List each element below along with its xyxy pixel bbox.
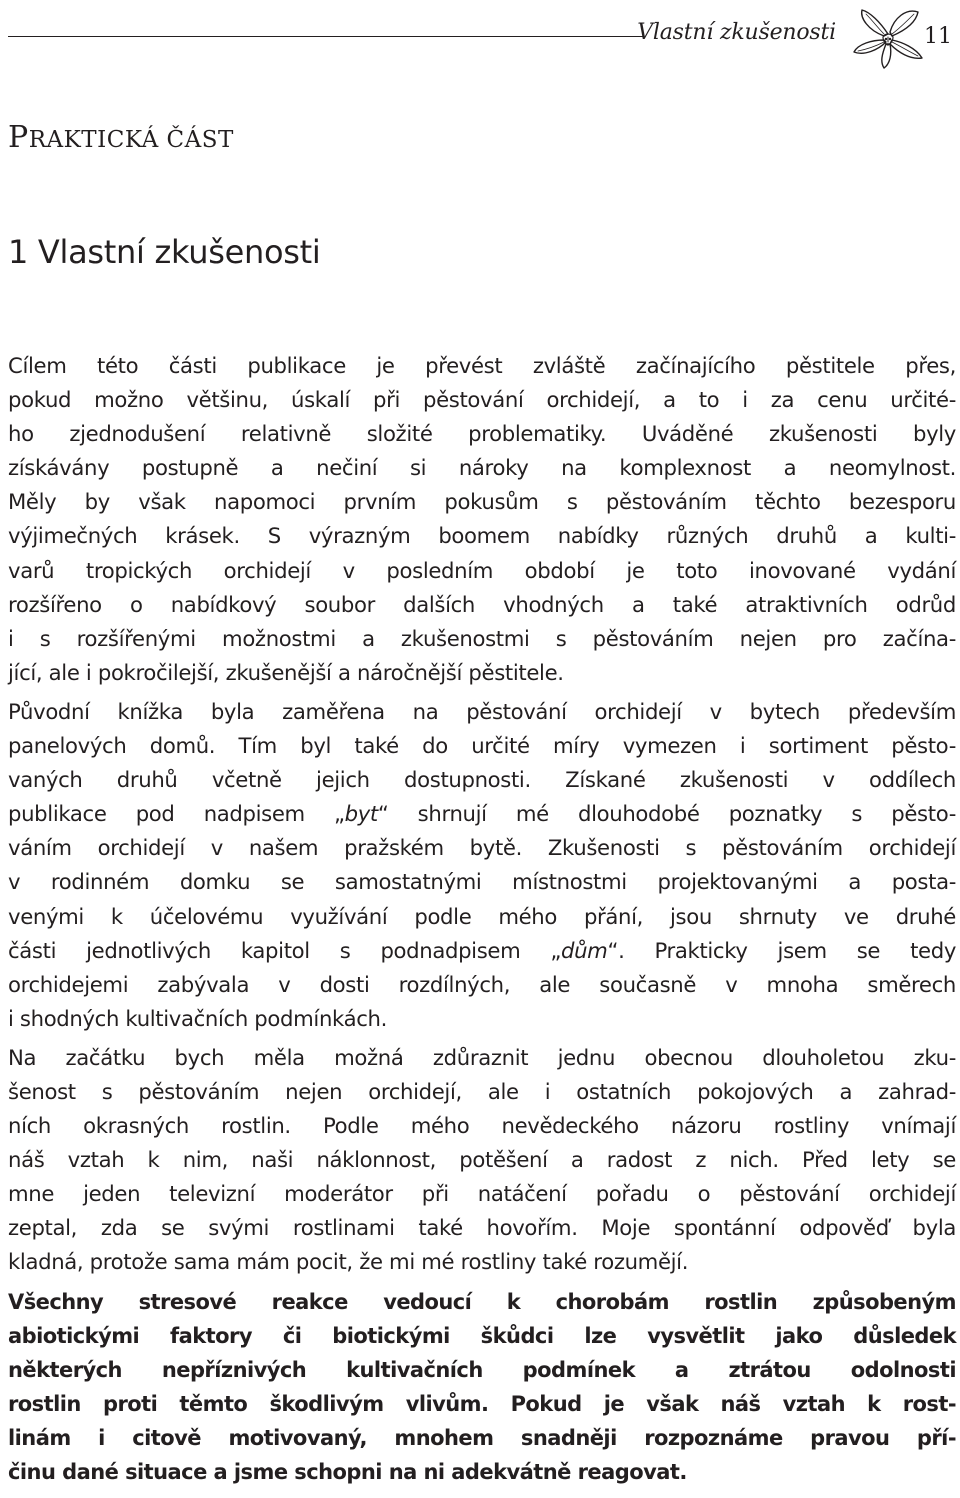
text-line: linám i citově motivovaný, mnohem snadněji rozpoznáme pravou pří- — [8, 1425, 956, 1450]
text-line: šenost s pěstováním nejen orchidejí, ale i ostatních pokojových a zahrad- — [8, 1078, 956, 1104]
chapter-title: 1 Vlastní zkušenosti — [8, 233, 321, 271]
text-line: některých nepříznivých kultivačních podmínek a ztrátou odolnosti — [8, 1357, 956, 1382]
paragraph — [8, 1041, 956, 1280]
text-line: kladná, protože sama mám pocit, že mi mé rostliny také rozumějí. — [8, 1249, 689, 1275]
text-line: pokud možno většinu, úskalí při pěstování orchidejí, a to i za cenu určité- — [8, 387, 956, 413]
text-line: zeptal, zda se svými rostlinami také hovořím. Moje spontánní odpověď byla — [8, 1215, 956, 1241]
orchid-flower-icon — [850, 4, 926, 72]
text-line: varů tropických orchidejí v posledním období je toto inovované vydání — [8, 557, 956, 583]
paragraph — [8, 1285, 956, 1490]
part-title-rest: RAKTICKÁ ČÁST — [28, 127, 234, 153]
text-line: výjimečných krásek. S výrazným boomem nabídky různých druhů a kulti- — [8, 523, 956, 549]
text-line: Měly by však napomoci prvním pokusům s pěstováním těchto bezesporu — [8, 489, 956, 515]
part-title — [8, 118, 234, 160]
paragraph — [8, 695, 956, 1036]
text-line: činu dané situace a jsme schopni na ni adekvátně reagovat. — [8, 1460, 687, 1484]
text-line: váním orchidejí v našem pražském bytě. Zkušenosti s pěstováním orchidejí — [8, 835, 956, 861]
text-line: ho zjednodušení relativně složité problematiky. Uváděné zkušenosti byly — [8, 421, 956, 447]
text-line: panelových domů. Tím byl také do určité míry vymezen i sortiment pěsto- — [8, 733, 956, 759]
text-line: získávány postupně a nečiní si nároky na komplexnost a neomylnost. — [8, 455, 956, 481]
text-line: ních okrasných rostlin. Podle mého nevědeckého názoru rostliny vnímají — [8, 1113, 956, 1139]
text-line: náš vztah k nim, naši náklonnost, potěšení a radost z nich. Před lety se — [8, 1147, 956, 1173]
body-text — [8, 349, 956, 1494]
italic-term: byt — [344, 801, 378, 827]
running-header — [0, 0, 960, 80]
text-line: Původní knížka byla zaměřena na pěstování orchidejí v bytech především — [8, 698, 956, 724]
text-line: rostlin proti těmto škodlivým vlivům. Pokud je však náš vztah k rost- — [8, 1391, 956, 1416]
text-line: vaných druhů včetně jejich dostupnosti. Získané zkušenosti v oddílech — [8, 767, 956, 793]
running-title: Vlastní zkušenosti — [637, 20, 836, 45]
text-line — [8, 797, 956, 831]
text-line: Cílem této části publikace je převést zvláště začínajícího pěstitele přes, — [8, 353, 956, 378]
text-run: “. Prakticky jsem se tedy — [607, 937, 957, 963]
text-run: části jednotlivých kapitol s podnadpisem „ — [8, 937, 561, 963]
text-line: mne jeden televizní moderátor při natáčení pořadu o pěstování orchidejí — [8, 1181, 956, 1207]
text-line: v rodinném domku se samostatnými místnostmi projektovanými a posta- — [8, 869, 956, 895]
header-rule — [8, 36, 644, 37]
text-line: venými k účelovému využívání podle mého přání, jsou shrnuty ve druhé — [8, 903, 956, 929]
text-line: i shodných kultivačních podmínkách. — [8, 1005, 387, 1031]
page-number: 11 — [924, 24, 952, 49]
paragraph — [8, 349, 956, 690]
text-line — [8, 934, 956, 968]
text-run: publikace pod nadpisem „ — [8, 801, 345, 827]
italic-term: dům — [560, 937, 608, 963]
text-run: “ shrnují mé dlouhodobé poznatky s pěsto- — [377, 801, 957, 827]
text-line: i s rozšířenými možnostmi a zkušenostmi s pěstováním nejen pro začína- — [8, 625, 956, 651]
part-title-initial: P — [8, 120, 29, 155]
text-line: jící, ale i pokročilejší, zkušenější a náročnější pěstitele. — [8, 659, 564, 685]
text-line: Na začátku bych měla možná zdůraznit jednu obecnou dlouholetou zku- — [8, 1044, 956, 1070]
text-line: orchidejemi zabývala v dosti rozdílných, ale současně v mnoha směrech — [8, 971, 956, 997]
text-line: abiotickými faktory či biotickými škůdci lze vysvětlit jako důsledek — [8, 1323, 956, 1348]
text-line: Všechny stresové reakce vedoucí k chorobám rostlin způsobeným — [8, 1289, 956, 1314]
text-line: rozšířeno o nabídkový soubor dalších vhodných a také atraktivních odrůd — [8, 591, 956, 617]
